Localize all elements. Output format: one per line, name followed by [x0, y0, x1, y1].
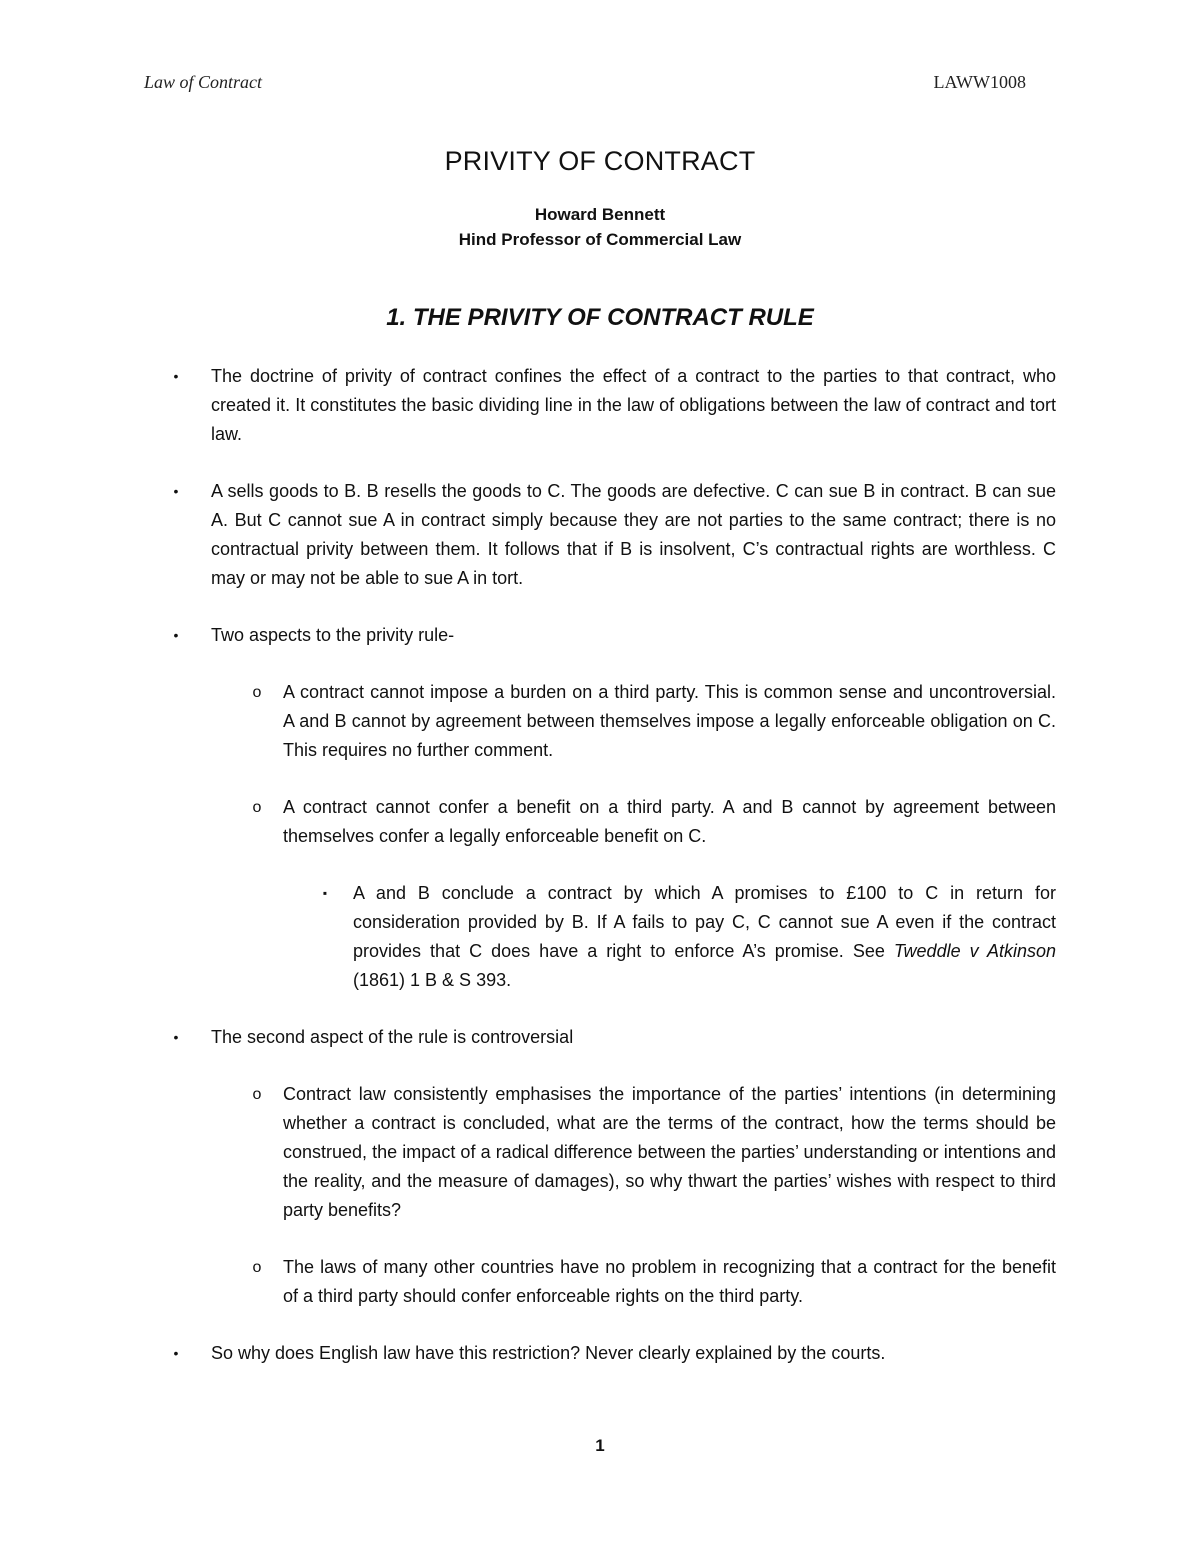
- sub-bullet-item: [252, 1080, 1056, 1225]
- sub-sub-bullet-text: A and B conclude a contract by which A promises to £100 to C in return for consideration provided by B. If A fails to pay C, C cannot sue A even if the contract provides that C does have a right to enforce A’s promise. See: [353, 883, 1056, 961]
- bullet-text: Two aspects to the privity rule-: [211, 625, 455, 645]
- bullet-text: So why does English law have this restriction? Never clearly explained by the courts.: [211, 1343, 886, 1363]
- sub-bullet-text: A contract cannot confer a benefit on a third party. A and B cannot by agreement between themselves confer a legally enforceable benefit on C.: [283, 797, 1056, 846]
- sub-bullet-item: [252, 1253, 1056, 1311]
- bullet-item: [173, 621, 1056, 650]
- bullet-marker: •: [173, 368, 179, 384]
- circle-marker: o: [252, 1086, 262, 1103]
- sub-sub-bullet-item: [322, 879, 1057, 995]
- square-marker: ▪: [322, 886, 328, 900]
- bullet-text: The second aspect of the rule is controversial: [211, 1027, 574, 1047]
- bullet-marker: •: [173, 1345, 179, 1361]
- document-title: PRIVITY OF CONTRACT: [444, 146, 756, 176]
- circle-marker: o: [252, 799, 262, 816]
- circle-marker: o: [252, 1259, 262, 1276]
- bullet-item: [173, 362, 1056, 449]
- sub-bullet-text: The laws of many other countries have no problem in recognizing that a contract for the benefit of a third party should confer enforceable rights on the third party.: [283, 1257, 1056, 1306]
- bullet-marker: •: [173, 1029, 179, 1045]
- case-citation-name: Tweddle v Atkinson: [893, 941, 1057, 961]
- section-heading: 1. THE PRIVITY OF CONTRACT RULE: [386, 304, 814, 331]
- running-header-code: LAWW1008: [933, 72, 1026, 92]
- sub-bullet-item: [252, 678, 1056, 765]
- sub-bullet-item: [252, 793, 1056, 851]
- bullet-item: [173, 1023, 1056, 1052]
- circle-marker: o: [252, 684, 262, 701]
- case-citation-reference: (1861) 1 B & S 393.: [353, 970, 512, 990]
- bullet-marker: •: [173, 483, 179, 499]
- document-body: [0, 362, 1200, 1368]
- sub-bullet-text: Contract law consistently emphasises the importance of the parties’ intentions (in determining whether a contract is concluded, what are the terms of the contract, how the terms should be construed, the impact of a radical difference between the parties’ understanding or intentions and the reality, and the measure of damages), so why thwart the parties’ wishes with respect to third party benefits?: [283, 1084, 1056, 1220]
- author-name: Howard Bennett: [534, 205, 666, 224]
- author-block: [0, 202, 1200, 252]
- bullet-text: A sells goods to B. B resells the goods to C. The goods are defective. C can sue B in contract. B can sue A. But C cannot sue A in contract simply because they are not parties to the same contract; there is no contractual privity between them. It follows that if B is insolvent, C’s contractual rights are worthless. C may or may not be able to sue A in tort.: [211, 481, 1056, 588]
- bullet-item: [173, 477, 1056, 593]
- bullet-marker: •: [173, 627, 179, 643]
- bullet-item: [173, 1339, 1056, 1368]
- page-number: 1: [595, 1436, 605, 1455]
- sub-bullet-text: A contract cannot impose a burden on a third party. This is common sense and uncontroversial. A and B cannot by agreement between themselves impose a legally enforceable obligation on C. This requires no further comment.: [283, 682, 1056, 760]
- running-header-course: Law of Contract: [144, 72, 263, 92]
- author-position: Hind Professor of Commercial Law: [458, 230, 742, 249]
- bullet-text: The doctrine of privity of contract confines the effect of a contract to the parties to that contract, who created it. It constitutes the basic dividing line in the law of obligations between the law of contract and tort law.: [211, 366, 1056, 444]
